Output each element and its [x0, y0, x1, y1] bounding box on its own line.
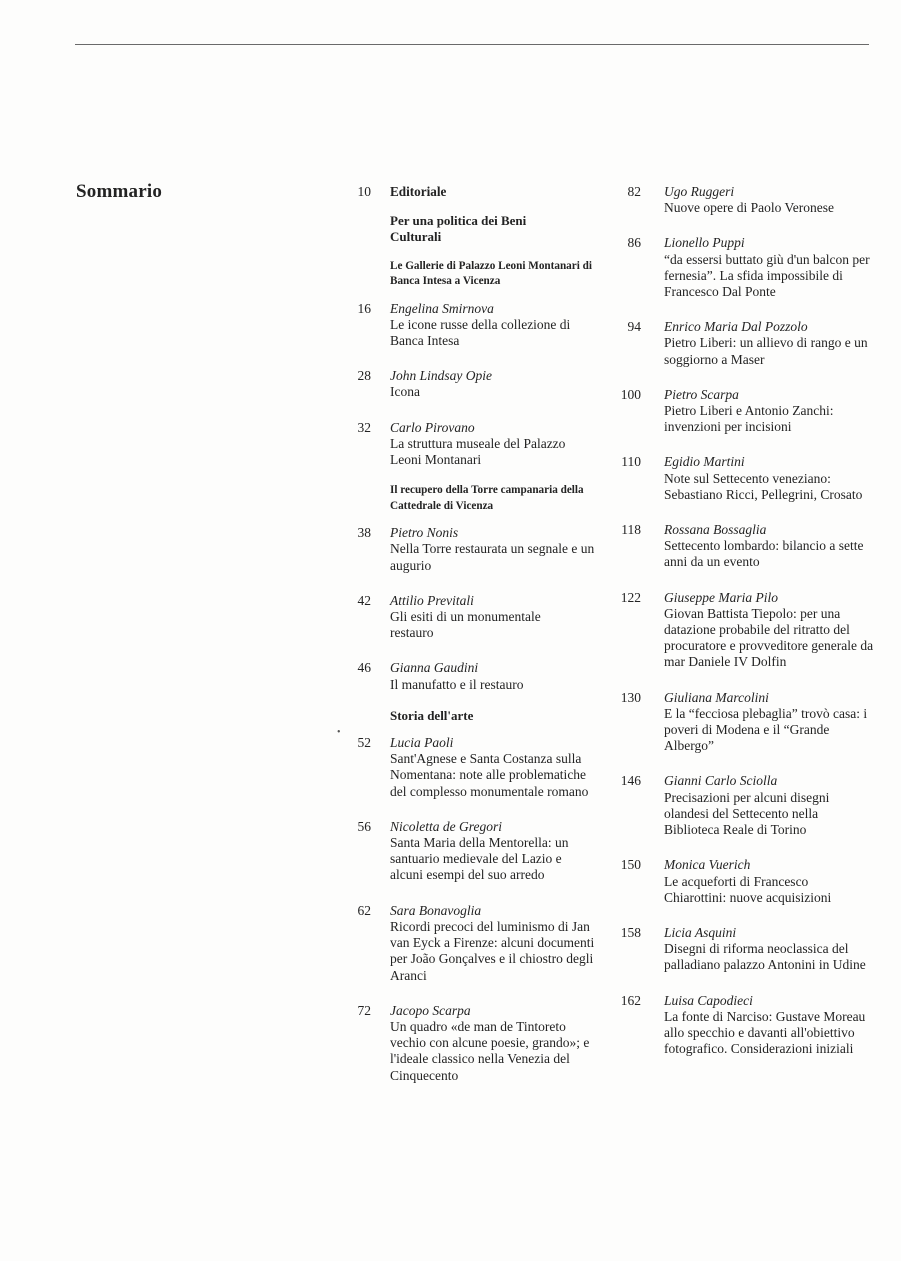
- subsection-heading-gallerie: Le Gallerie di Palazzo Leoni Montanari di Banca Intesa a Vicenza: [390, 259, 592, 288]
- entry-author: Licia Asquini: [664, 924, 737, 940]
- toc-right-column: [602, 184, 877, 1057]
- toc-entry-editoriale[interactable]: [330, 184, 600, 200]
- toc-entry[interactable]: [330, 420, 600, 469]
- entry-title: Nuove opere di Paolo Veronese: [664, 200, 834, 216]
- top-rule: [75, 44, 869, 45]
- toc-entry[interactable]: [330, 903, 600, 984]
- entry-author: Pietro Nonis: [390, 525, 459, 541]
- page-number: 118: [621, 522, 641, 538]
- entry-author: Giuliana Marcolini: [664, 689, 769, 705]
- toc-left-column: [330, 184, 600, 1084]
- toc-entry[interactable]: [330, 525, 600, 574]
- page-number: 28: [357, 368, 371, 384]
- entry-title: Pietro Liberi: un allievo di rango e un soggiorno a Maser: [664, 335, 868, 367]
- toc-entry[interactable]: [602, 857, 877, 906]
- page-title: Sommario: [76, 181, 163, 202]
- toc-entry[interactable]: [602, 387, 877, 436]
- entry-title: Note sul Settecento veneziano: Sebastiano Ricci, Pellegrini, Crosato: [664, 470, 863, 502]
- entry-title: Sant'Agnese e Santa Costanza sulla Nomentana: note alle problematiche del complesso monumentale romano: [390, 751, 589, 799]
- entry-title: Icona: [390, 384, 420, 400]
- page-number: 130: [620, 689, 641, 705]
- entry-author: Lucia Paoli: [390, 735, 454, 751]
- entry-author: Carlo Pirovano: [390, 419, 475, 435]
- entry-title: La struttura museale del Palazzo Leoni Montanari: [390, 435, 566, 468]
- section-heading-storia: Storia dell'arte: [390, 707, 474, 723]
- entry-title: Nella Torre restaurata un segnale e un augurio: [390, 541, 595, 573]
- entry-author: Jacopo Scarpa: [390, 1002, 471, 1018]
- section-heading-beni-culturali: Per una politica dei Beni Culturali: [390, 213, 527, 245]
- toc-entry[interactable]: [602, 925, 877, 974]
- toc-entry[interactable]: [330, 1003, 600, 1084]
- toc-entry[interactable]: [602, 690, 877, 755]
- entry-author: Gianni Carlo Sciolla: [664, 773, 778, 789]
- page-number: 10: [357, 184, 371, 199]
- toc-entry[interactable]: [330, 660, 600, 692]
- toc-entry[interactable]: [602, 454, 877, 503]
- entry-author: Sara Bonavoglia: [390, 902, 482, 918]
- entry-title: Pietro Liberi e Antonio Zanchi: invenzioni per incisioni: [664, 403, 834, 435]
- entry-author: Ugo Ruggeri: [664, 184, 735, 199]
- page-number: 158: [620, 924, 641, 940]
- toc-entry[interactable]: [602, 235, 877, 300]
- entry-author: Luisa Capodieci: [664, 992, 753, 1008]
- entry-author: Nicoletta de Gregori: [390, 818, 502, 834]
- page-number: 62: [357, 902, 371, 918]
- page-number: 16: [357, 300, 371, 316]
- page-number: 42: [357, 592, 371, 608]
- entry-title: Precisazioni per alcuni disegni olandesi del Settecento nella Biblioteca Reale di Torino: [664, 789, 830, 838]
- page-number: 56: [357, 818, 371, 834]
- page-number: 86: [627, 235, 641, 251]
- toc-entry[interactable]: [602, 590, 877, 671]
- page-number: 162: [620, 992, 641, 1008]
- entry-author: John Lindsay Opie: [390, 368, 492, 384]
- entry-title: E la “fecciosa plebaglia” trovò casa: i poveri di Modena e il “Grande Albergo”: [664, 705, 868, 754]
- entry-author: Monica Vuerich: [664, 857, 751, 873]
- entry-title: Disegni di riforma neoclassica del palladiano palazzo Antonini in Udine: [664, 941, 866, 973]
- toc-entry[interactable]: [330, 368, 600, 400]
- page-number: 52: [357, 735, 371, 751]
- page-number: 38: [357, 525, 371, 541]
- entry-author: Gianna Gaudini: [390, 660, 479, 676]
- page-number: 110: [621, 454, 641, 470]
- entry-title: “da essersi buttato giù d'un balcon per fernesia”. La sfida impossibile di Francesco Dal Ponte: [664, 251, 870, 300]
- entry-title: Un quadro «de man de Tintoreto vechio con alcune poesie, grando»; e l'ideale classico nella Venezia del Cinquecento: [390, 1018, 590, 1083]
- entry-author: Giuseppe Maria Pilo: [664, 589, 778, 605]
- toc-entry[interactable]: [330, 819, 600, 884]
- page-number: 72: [357, 1002, 371, 1018]
- toc-entry[interactable]: [602, 773, 877, 838]
- section-heading-editoriale: Editoriale: [390, 184, 447, 199]
- toc-entry[interactable]: [330, 301, 600, 350]
- toc-entry[interactable]: [330, 593, 600, 642]
- entry-title: Santa Maria della Mentorella: un santuario medievale del Lazio e alcuni esempi del suo arredo: [390, 835, 569, 883]
- entry-author: Attilio Previtali: [390, 592, 474, 608]
- entry-title: Le icone russe della collezione di Banca Intesa: [390, 316, 571, 349]
- page-number: 100: [620, 386, 641, 402]
- entry-author: Egidio Martini: [664, 454, 745, 470]
- page-number: 94: [627, 319, 641, 335]
- subsection-heading-torre: Il recupero della Torre campanaria della Cattedrale di Vicenza: [390, 484, 584, 512]
- entry-title: Gli esiti di un monumentale restauro: [390, 609, 541, 641]
- toc-entry[interactable]: [602, 319, 877, 368]
- toc-entry[interactable]: [602, 522, 877, 571]
- page-number: 82: [627, 184, 641, 199]
- entry-title: La fonte di Narciso: Gustave Moreau allo specchio e davanti all'obiettivo fotografico. Considerazioni iniziali: [664, 1008, 866, 1057]
- page-number: 46: [357, 660, 371, 676]
- entry-author: Lionello Puppi: [664, 235, 745, 251]
- entry-title: Le acqueforti di Francesco Chiarottini: nuove acquisizioni: [664, 873, 832, 905]
- entry-author: Pietro Scarpa: [664, 386, 739, 402]
- toc-entry[interactable]: [602, 184, 877, 216]
- page-number: 32: [357, 419, 371, 435]
- margin-mark: •: [337, 727, 341, 738]
- page-number: 122: [620, 589, 641, 605]
- page-number: 150: [620, 857, 641, 873]
- entry-title: Giovan Battista Tiepolo: per una datazione probabile del ritratto del procuratore e provveditore generale da mar Daniele IV Dolfin: [664, 605, 874, 670]
- toc-entry[interactable]: [602, 993, 877, 1058]
- page-number: 146: [620, 773, 641, 789]
- toc-entry[interactable]: [330, 735, 600, 800]
- entry-author: Enrico Maria Dal Pozzolo: [664, 319, 808, 335]
- entry-title: Settecento lombardo: bilancio a sette anni da un evento: [664, 538, 864, 570]
- entry-title: Il manufatto e il restauro: [390, 676, 524, 692]
- entry-author: Engelina Smirnova: [390, 300, 494, 316]
- entry-author: Rossana Bossaglia: [664, 522, 767, 538]
- entry-title: Ricordi precoci del luminismo di Jan van Eyck a Firenze: alcuni documenti per João Gonçalves e il chiostro degli Aranci: [390, 918, 595, 983]
